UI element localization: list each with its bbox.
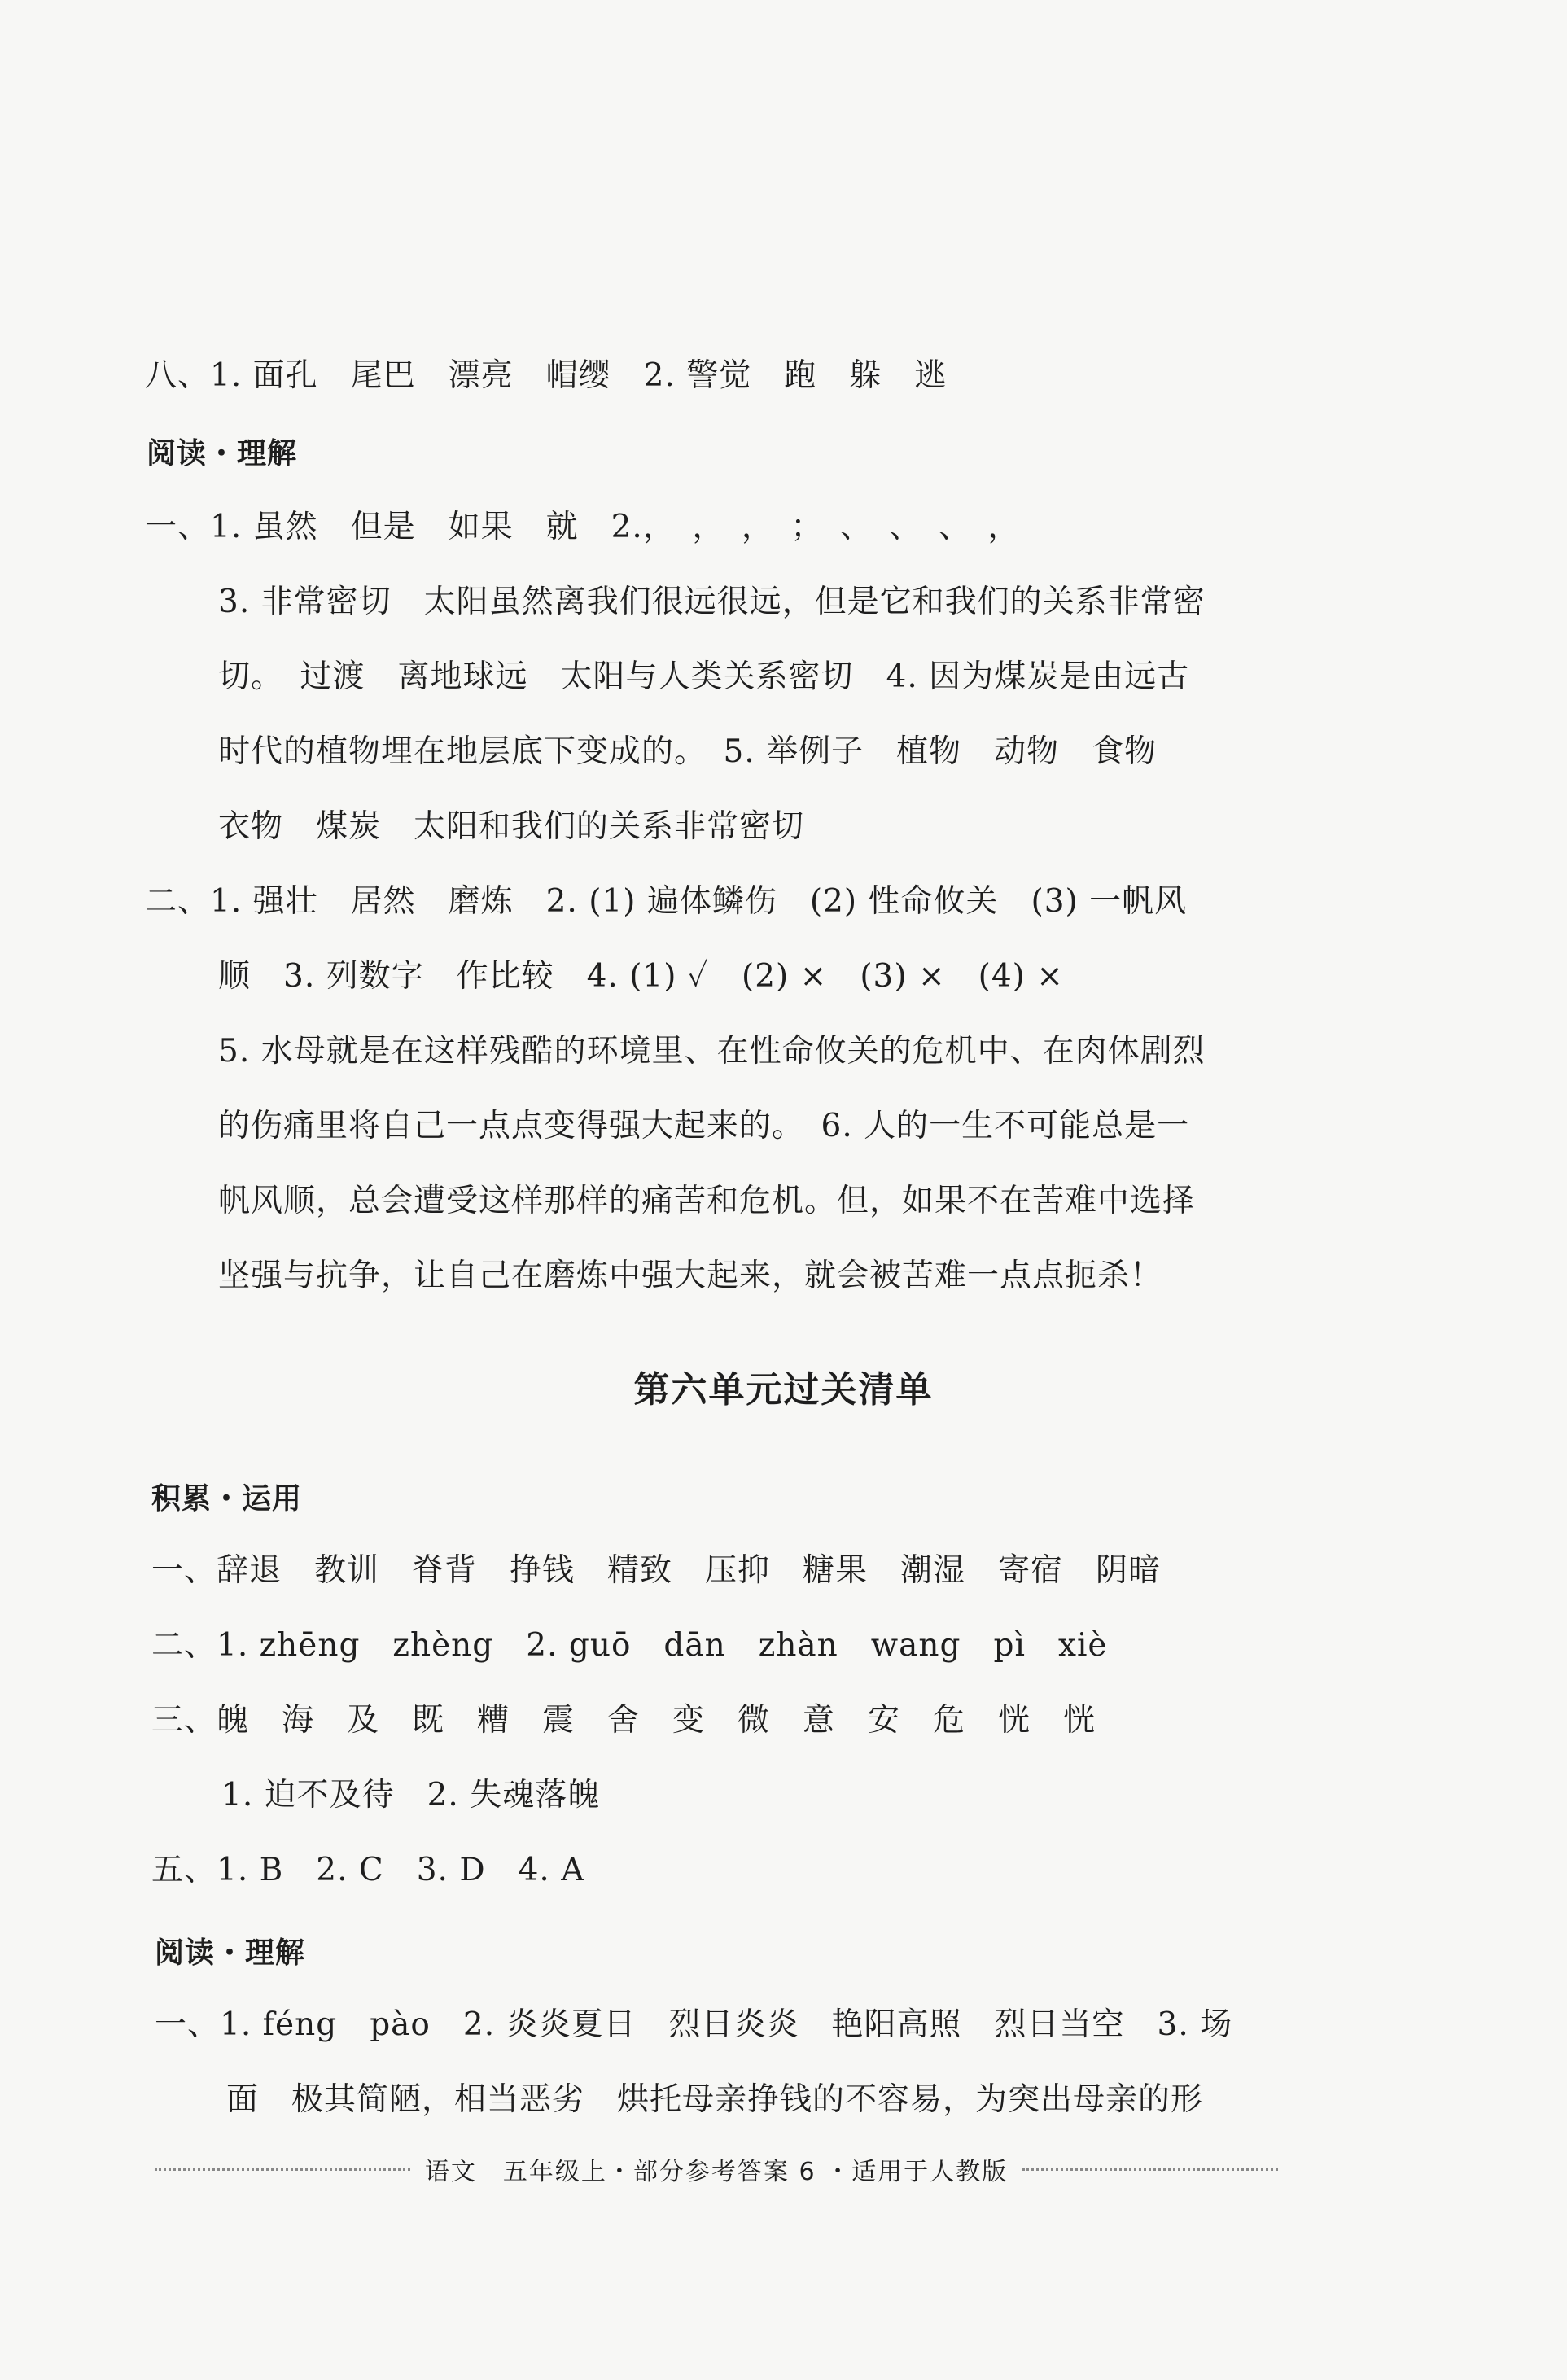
footer-rule-right bbox=[1022, 2168, 1278, 2171]
answer-line: 坚强与抗争，让自己在磨炼中强大起来，就会被苦难一点点扼杀！ bbox=[218, 1258, 1163, 1294]
answer-line: 一、辞退 教训 脊背 挣钱 精致 压抑 糖果 潮湿 寄宿 阴暗 bbox=[151, 1552, 1162, 1589]
footer-rule-left bbox=[155, 2168, 410, 2171]
answer-line: 衣物 煤炭 太阳和我们的关系非常密切 bbox=[218, 808, 805, 845]
answer-line: 3. 非常密切 太阳虽然离我们很远很远，但是它和我们的关系非常密 bbox=[218, 584, 1206, 620]
reading-heading: 阅读・理解 bbox=[147, 437, 298, 470]
reading-heading: 阅读・理解 bbox=[155, 1936, 306, 1970]
answer-line: 二、1. 强壮 居然 磨炼 2. (1) 遍体鳞伤 (2) 性命攸关 (3) 一帆风 bbox=[145, 883, 1188, 920]
answer-line: 顺 3. 列数字 作比较 4. (1) ✓ (2) × (3) × (4) × bbox=[218, 958, 1064, 995]
page-footer bbox=[155, 2149, 1278, 2190]
answer-line: 面 极其简陋，相当恶劣 烘托母亲挣钱的不容易，为突出母亲的形 bbox=[226, 2081, 1204, 2118]
answer-line: 三、魄 海 及 既 糟 震 舍 变 微 意 安 危 恍 恍 bbox=[151, 1702, 1096, 1739]
answer-line: 1. 迫不及待 2. 失魂落魄 bbox=[221, 1777, 601, 1813]
answer-line: 二、1. zhēng zhèng 2. guō dān zhàn wang pì xiè bbox=[151, 1627, 1108, 1664]
answer-line-8: 八、1. 面孔 尾巴 漂亮 帽缨 2. 警觉 跑 躲 逃 bbox=[145, 357, 948, 394]
answer-line: 一、1. féng pào 2. 炎炎夏日 烈日炎炎 艳阳高照 烈日当空 3. 场 bbox=[155, 2006, 1233, 2043]
accumulate-heading: 积累・运用 bbox=[151, 1482, 303, 1516]
answer-line: 时代的植物埋在地层底下变成的。 5. 举例子 植物 动物 食物 bbox=[218, 733, 1158, 770]
unit-title: 第六单元过关清单 bbox=[633, 1369, 934, 1411]
answer-line: 五、1. B 2. C 3. D 4. A bbox=[151, 1852, 585, 1888]
footer-text: 语文 五年级上・部分参考答案 6 ・适用于人教版 bbox=[424, 2158, 1009, 2186]
answer-line: 一、1. 虽然 但是 如果 就 2.， ， ， ； 、 、 、 ， bbox=[145, 509, 1021, 545]
answer-line: 5. 水母就是在这样残酷的环境里、在性命攸关的危机中、在肉体剧烈 bbox=[218, 1033, 1206, 1070]
answer-line: 帆风顺，总会遭受这样那样的痛苦和危机。但，如果不在苦难中选择 bbox=[218, 1183, 1196, 1219]
answer-line: 的伤痛里将自己一点点变得强大起来的。 6. 人的一生不可能总是一 bbox=[218, 1108, 1190, 1144]
answer-line: 切。 过渡 离地球远 太阳与人类关系密切 4. 因为煤炭是由远古 bbox=[218, 658, 1190, 695]
